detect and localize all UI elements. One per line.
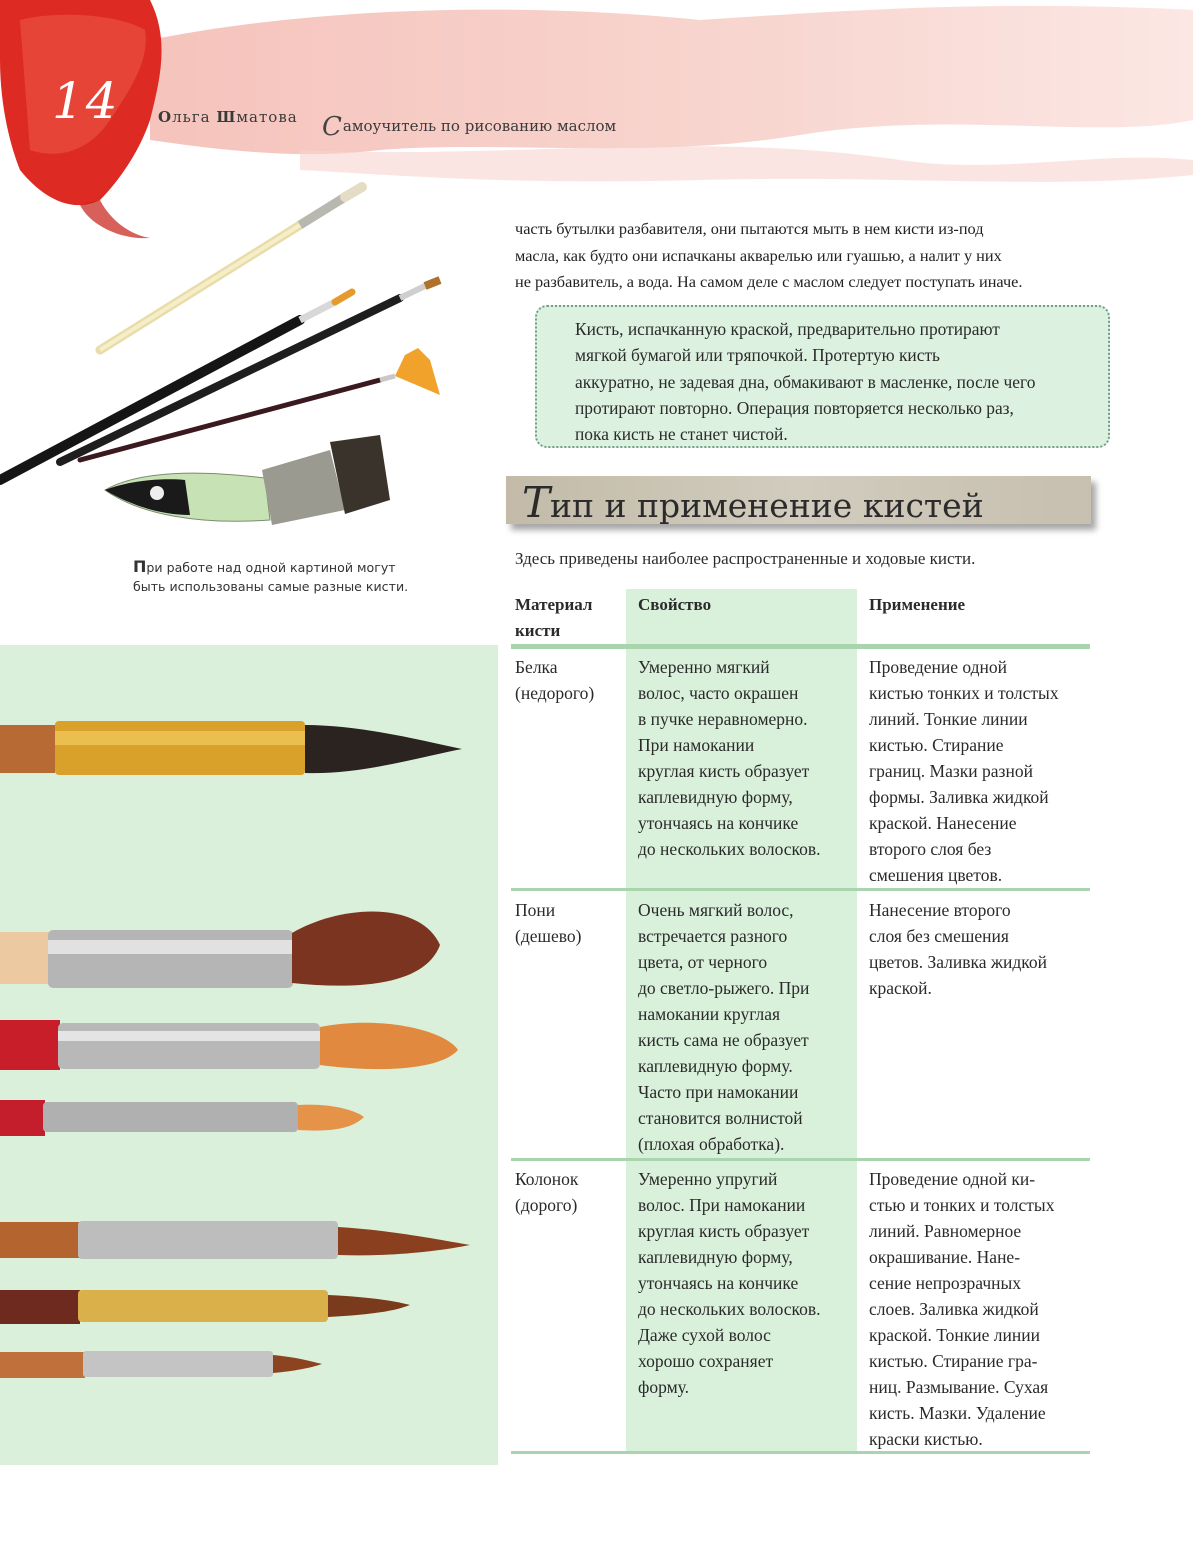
- row-squirrel-property: Умеренно мягкий волос, часто окрашен в пучке неравномерно. При намокании круглая кисть образует каплевидную форму, утончаясь на кончике до нескольких волосков.: [638, 657, 821, 859]
- brush-red-2: [0, 1100, 364, 1136]
- book-title: Самоучитель по рисованию маслом: [322, 112, 617, 142]
- brush-kolinsky-2: [0, 1290, 410, 1324]
- brush-wood: [100, 187, 362, 350]
- row-pony-property: Очень мягкий волос, встречается разного цвета, от черного до светло-рыжего. При намокании круглая кисть сама не образует каплевидную форму. Часто при намокании становится волнистой (плохая обработка).: [638, 900, 810, 1154]
- header-material: Материал кисти: [515, 595, 593, 640]
- row-squirrel-material: Белка (недорого): [515, 657, 595, 703]
- brush-pony: [0, 912, 440, 988]
- header-usage: Применение: [869, 595, 966, 614]
- brush-squirrel: [0, 721, 462, 775]
- tip-line: аккуратно, не задевая дна, обмакивают в масленке, после чего: [575, 371, 1036, 392]
- tip-line: протирают повторно. Операция повторяется несколько раз,: [575, 397, 1014, 418]
- row-kolinsky-material: Колонок (дорого): [515, 1169, 579, 1215]
- section-heading: Тип и применение кистей: [522, 478, 984, 527]
- row-pony-usage: Нанесение второго слоя без смешения цветов. Заливка жидкой краской.: [869, 900, 1047, 998]
- section-lead: Здесь приведены наиболее распространенные и ходовые кисти.: [515, 549, 976, 568]
- tip-line: пока кисть не станет чистой.: [575, 424, 788, 445]
- brush-red-1: [0, 1020, 458, 1070]
- row-kolinsky-property: Умеренно упругий волос. При намокании круглая кисть образует каплевидную форму, утончаясь на кончике до нескольких волосков. Даже сухой волос хорошо сохраняет форму.: [638, 1169, 821, 1397]
- header-property: Свойство: [638, 595, 712, 614]
- intro-paragraph: [515, 216, 1090, 296]
- intro-line: не разбавитель, а вода. На самом деле с маслом следует поступать иначе.: [515, 272, 1023, 291]
- author-name: Ольга Шматова: [158, 108, 298, 126]
- row-rule: [511, 1158, 1090, 1161]
- intro-line: часть бутылки разбавителя, они пытаются мыть в нем кисти из-под: [515, 219, 984, 238]
- page-number: 14: [52, 72, 120, 130]
- row-rule: [511, 888, 1090, 891]
- brush-kolinsky-1: [0, 1221, 470, 1259]
- brush-flat: [105, 435, 390, 525]
- tip-line: Кисть, испачканную краской, предварительно протирают: [575, 319, 1000, 339]
- row-kolinsky-usage: Проведение одной ки- стью и тонких и толстых линий. Равномерное окрашивание. Нане- сение непрозрачных слоев. Заливка жидкой краской. Тонкие линии кистью. Стирание гра- ниц. Размывание. Сухая кисть. Мазки. Удаление краски кистью.: [869, 1169, 1055, 1449]
- table-bottom-rule: [511, 1451, 1090, 1454]
- intro-line: масла, как будто они испачканы акварелью или гуашью, а налит у них: [515, 245, 1002, 265]
- photo-caption: При работе над одной картиной могут быть использованы самые разные кисти.: [133, 557, 409, 594]
- row-pony-material: Пони (дешево): [515, 900, 582, 946]
- brushes-photo: [0, 180, 470, 540]
- tip-line: мягкой бумагой или тряпочкой. Протертую кисть: [575, 345, 940, 366]
- header-rule: [511, 644, 1090, 649]
- brush-kolinsky-3: [0, 1351, 322, 1378]
- tip-box: [535, 305, 1110, 448]
- brushes-closeup-photo: [0, 645, 498, 1465]
- row-squirrel-usage: Проведение одной кистью тонких и толстых линий. Тонкие линии кистью. Стирание границ. Мазки разной формы. Заливка жидкой краской. Нанесение второго слоя без смешения цветов.: [869, 657, 1059, 885]
